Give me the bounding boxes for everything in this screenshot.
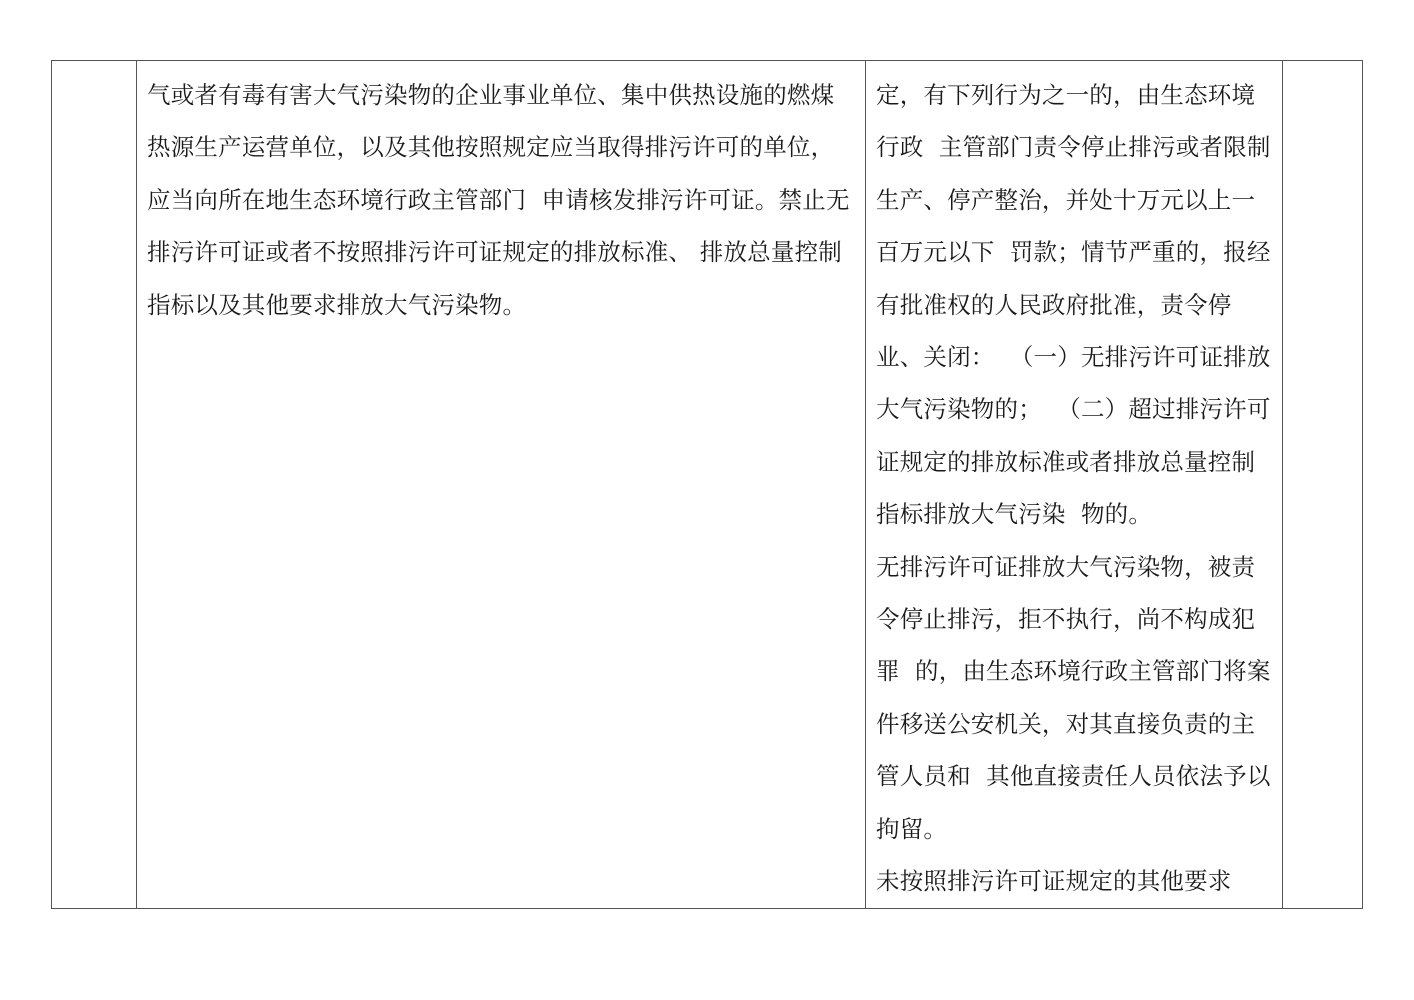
table-row bbox=[52, 61, 1363, 909]
regulation-table bbox=[51, 60, 1363, 909]
table-cell-remark bbox=[1283, 61, 1363, 909]
table-cell-index bbox=[52, 61, 137, 909]
table-cell-regulation bbox=[137, 61, 866, 909]
regulation-text: 气或者有毒有害大气污染物的企业事业单位、集中供热设施的燃煤热源生产运营单位，以及其他按照规定应当取得排污许可的单位，应当向所在地生态环境行政主管部门 申请核发排污许可证。禁止无排污许可证或者不按照排污许可证规定的排放标准、 排放总量控制指标以及其他要求排放大气污染物。 bbox=[147, 81, 850, 319]
penalty-text: 定，有下列行为之一的，由生态环境行政 主管部门责令停止排污或者限制生产、停产整治，并处十万元以上一百万元以下 罚款；情节严重的，报经有批准权的人民政府批准，责令停业、关闭： （一）无排污许可证排放大气污染物的； （二）超过排污许可证规定的排放标准或者排放总量控制指标排放大气污染 物的。 无排污许可证排放大气污染物，被责令停止排污，拒不执行，尚不构成犯罪 的，由生态环境行政主管部门将案件移送公安机关，对其直接负责的主管人员和 其他直接责任人员依法予以拘留。 未按照排污许可证规定的其他要求 bbox=[876, 81, 1271, 896]
table-cell-penalty bbox=[866, 61, 1283, 909]
